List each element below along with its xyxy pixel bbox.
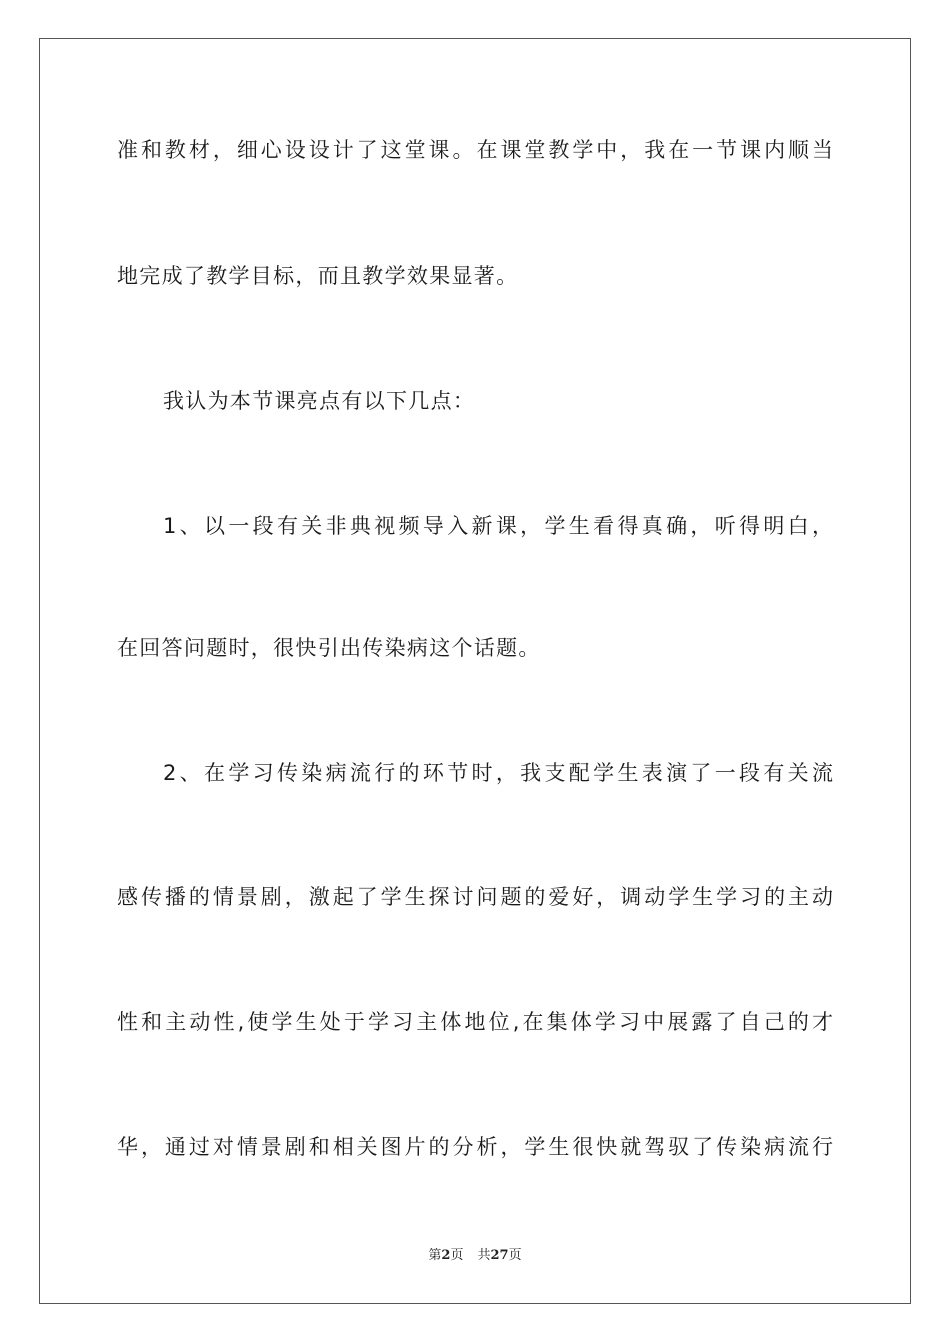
text-line: 1、以一段有关非典视频导入新课，学生看得真确，听得明白， (163, 514, 833, 538)
text-line: 性和主动性,使学生处于学习主体地位,在集体学习中展露了自己的才 (117, 1010, 833, 1034)
total-suffix: 页 (508, 1248, 522, 1263)
text-line: 2、在学习传染病流行的环节时，我支配学生表演了一段有关流 (163, 761, 833, 785)
text-line: 感传播的情景剧，激起了学生探讨问题的爱好，调动学生学习的主动 (117, 885, 833, 909)
text-line: 我认为本节课亮点有以下几点： (163, 389, 476, 413)
page-number: 2 (441, 1248, 451, 1263)
text-line: 准和教材，细心设设计了这堂课。在课堂教学中，我在一节课内顺当 (117, 138, 833, 162)
page-prefix: 第 (428, 1248, 442, 1263)
total-prefix: 共 (477, 1248, 491, 1263)
total-pages: 27 (490, 1248, 509, 1263)
text-line: 在回答问题时，很快引出传染病这个话题。 (117, 636, 541, 660)
text-line: 地完成了教学目标，而且教学效果显著。 (117, 264, 519, 288)
page-footer (0, 1248, 950, 1264)
page-border (39, 38, 911, 1304)
text-line: 华，通过对情景剧和相关图片的分析，学生很快就驾驭了传染病流行 (117, 1135, 833, 1159)
page-suffix: 页 (450, 1248, 464, 1263)
